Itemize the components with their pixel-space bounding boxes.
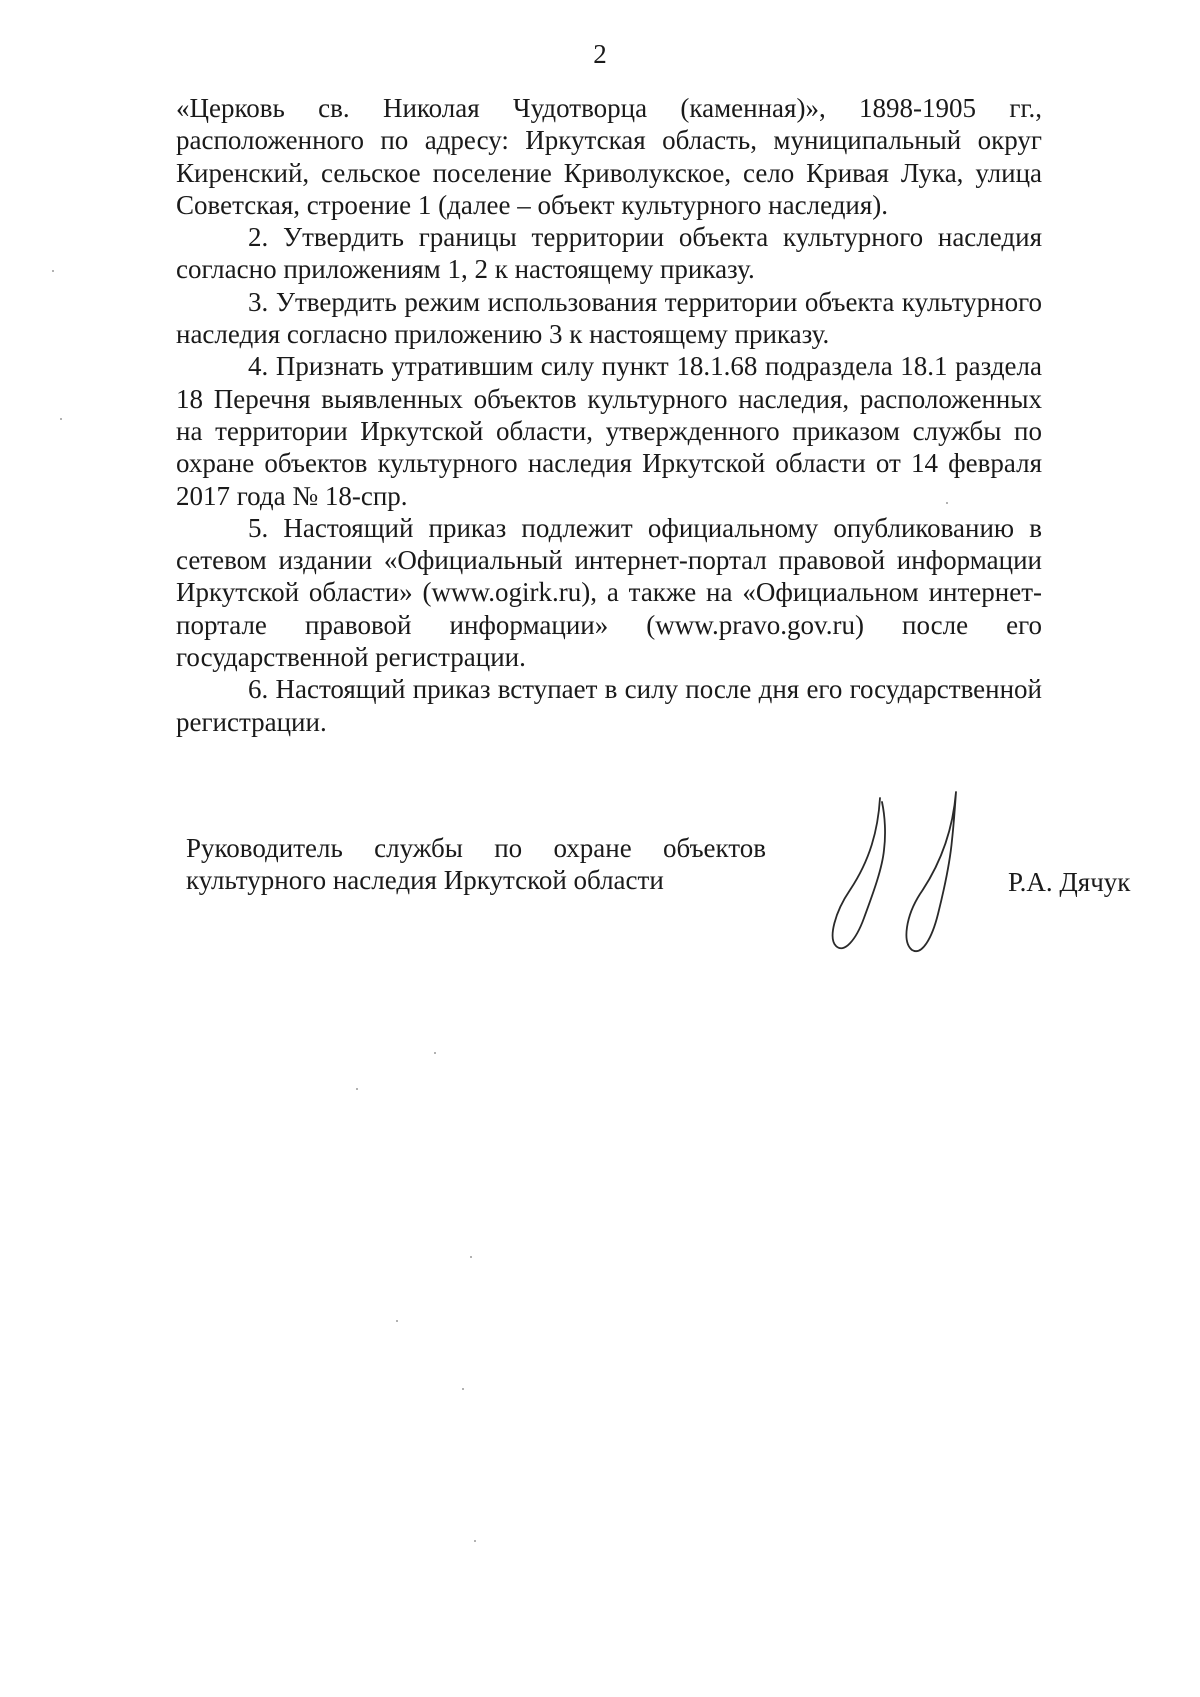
paragraph-item-4: 4. Признать утратившим силу пункт 18.1.68 подраздела 18.1 раздела 18 Перечня выявленных объектов культурного наследия, расположенных на территории Иркутской области, утвержденного приказом службы по охране объектов культурного наследия Иркутской области от 14 февраля 2017 года № 18-спр. [176,351,1042,511]
document-body [176,92,1042,738]
paragraph-item-2: 2. Утвердить границы территории объекта культурного наследия согласно приложениям 1, 2 к настоящему приказу. [176,222,1042,285]
paragraph-item-5: 5. Настоящий приказ подлежит официальному опубликованию в сетевом издании «Официальный интернет-портал правовой информации Иркутской области» (www.ogirk.ru), а также на «Официальном интернет-портале правовой информации» (www.pravo.gov.ru) после его государственной регистрации. [176,512,1042,673]
scan-speck [52,270,54,272]
paragraph-item-6: 6. Настоящий приказ вступает в силу после дня его государственной регистрации. [176,674,1042,737]
signer-name: Р.А. Дячук [1008,867,1131,897]
paragraph-object-description: «Церковь св. Николая Чудотворца (каменная)», 1898-1905 гг., расположенного по адресу: Иркутская область, муниципальный округ Киренский, сельское поселение Криволукское, село Кривая Лука, улица Советская, строение 1 (далее – объект культурного наследия). [176,93,1042,220]
scan-speck [434,1052,436,1054]
handwritten-signature [810,790,980,960]
scan-speck [356,1088,358,1090]
signer-position [186,832,766,897]
paragraph-item-3: 3. Утвердить режим использования территории объекта культурного наследия согласно приложению 3 к настоящему приказу. [176,286,1042,350]
scan-speck [946,502,948,504]
scan-speck [474,1540,476,1542]
scan-speck [462,1388,464,1390]
signer-position-line-1: Руководитель службы по охране объектов [186,833,766,863]
scan-speck [396,1320,398,1322]
scan-speck [60,418,62,420]
signer-position-line-2: культурного наследия Иркутской области [186,865,664,896]
scan-speck [470,1256,472,1258]
page-number: 2 [593,39,607,69]
